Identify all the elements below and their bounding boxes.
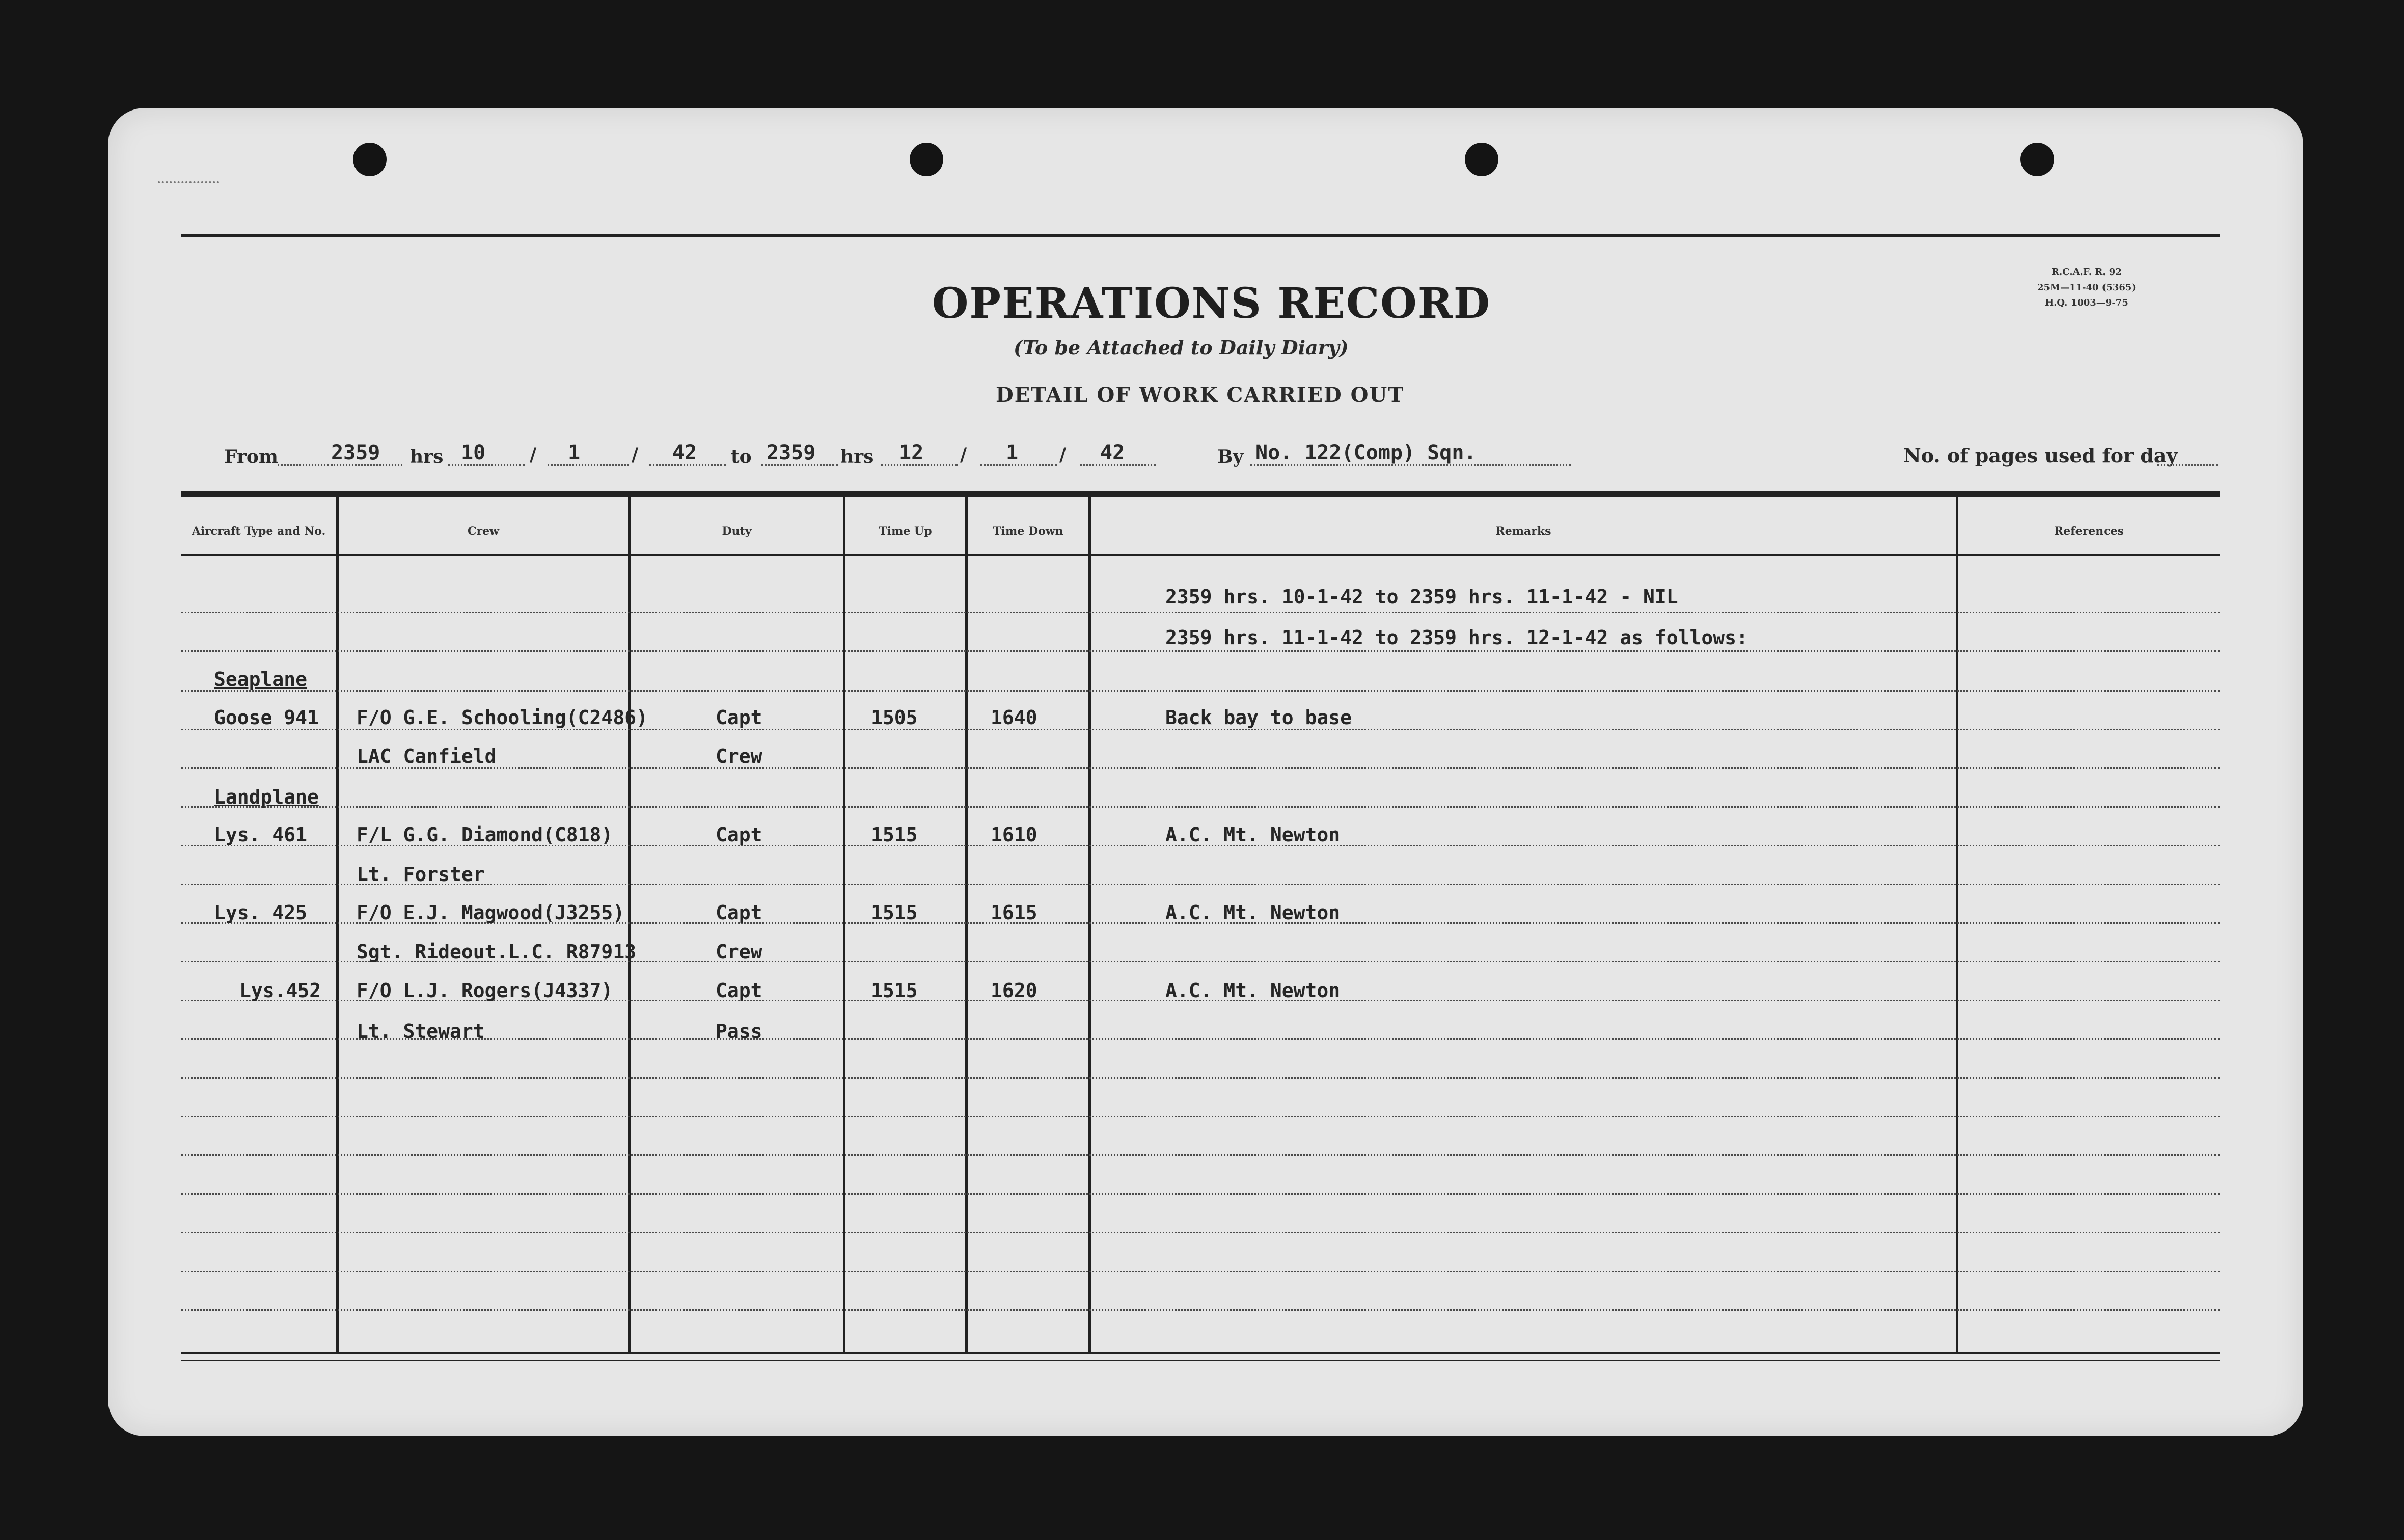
row-line [181,1232,2220,1233]
punch-hole [1465,143,1498,176]
row-line [181,650,2220,652]
from-day: 10 [461,441,486,464]
duty-cell: Pass [716,1020,762,1042]
slash: / [960,444,967,465]
column-divider [628,497,631,1353]
detail-heading: DETAIL OF WORK CARRIED OUT [996,383,1405,407]
pencil-mark [158,181,219,185]
by-label: By [1217,446,1244,468]
crew-cell: Lt. Stewart [357,1020,485,1042]
duty-cell: Crew [716,745,762,767]
row-line [181,767,2220,769]
duty-cell: Crew [716,941,762,963]
form-title: OPERATIONS RECORD [932,279,1491,328]
slash: / [1059,444,1067,465]
duty-cell: Capt [716,706,762,729]
crew-cell: LAC Canfield [357,745,497,767]
fill-dots [331,464,402,466]
time-up-cell: 1515 [871,823,918,846]
crew-cell: F/L G.G. Diamond(C818) [357,823,613,846]
form-number-line: H.Q. 1003—9-75 [2045,297,2128,308]
column-header-time-up: Time Up [879,525,932,538]
hrs-label: hrs [410,446,444,468]
time-down-cell: 1620 [991,979,1037,1002]
time-down-cell: 1640 [991,706,1037,729]
hrs-label: hrs [840,446,874,468]
column-header-crew: Crew [467,525,500,538]
crew-cell: Lt. Forster [357,863,485,886]
aircraft-cell: Lys. 425 [214,901,308,924]
remark-following-period: 2359 hrs. 11-1-42 to 2359 hrs. 12-1-42 as follows: [1165,626,1748,649]
from-year: 42 [672,441,697,464]
fill-dots [548,464,629,466]
table-top-rule [181,491,2220,497]
to-time: 2359 [767,441,816,464]
row-line [181,1193,2220,1195]
row-line [181,690,2220,692]
pages-label: No. of pages used for day [1903,444,2178,467]
fill-dots [2157,464,2218,466]
row-line [181,1309,2220,1311]
duty-cell: Capt [716,823,762,846]
row-line [181,1077,2220,1079]
remark-nil-period: 2359 hrs. 10-1-42 to 2359 hrs. 11-1-42 - NIL [1165,586,1678,608]
column-divider [1956,497,1958,1353]
row-line [181,884,2220,885]
fill-dots [649,464,726,466]
crew-cell: F/O G.E. Schooling(C2486) [357,706,648,729]
aircraft-cell: Goose 941 [214,706,319,729]
row-line [181,1271,2220,1272]
column-header-aircraft: Aircraft Type and No. [192,525,326,538]
column-divider [1088,497,1091,1353]
row-line [181,806,2220,808]
slash: / [632,444,639,465]
aircraft-cell: Lys.452 [239,979,321,1002]
from-label: From [224,446,278,468]
punch-hole [2020,143,2054,176]
column-divider [965,497,968,1353]
time-down-cell: 1615 [991,901,1037,924]
fill-dots [980,464,1057,466]
squadron-value: No. 122(Comp) Sqn. [1255,441,1477,464]
to-day: 12 [899,441,924,464]
row-line [181,1038,2220,1040]
form-number [2037,265,2136,311]
to-year: 42 [1100,441,1125,464]
time-down-cell: 1610 [991,823,1037,846]
crew-cell: Sgt. Rideout.L.C. R87913 [357,941,637,963]
crew-cell: F/O L.J. Rogers(J4337) [357,979,613,1002]
column-header-duty: Duty [722,525,752,538]
fill-dots [448,464,525,466]
duty-cell: Capt [716,979,762,1002]
time-up-cell: 1515 [871,901,918,924]
column-header-remarks: Remarks [1495,525,1551,538]
aircraft-cell: Lys. 461 [214,823,308,846]
table-bottom-rule [181,1352,2220,1354]
row-line [181,612,2220,613]
section-heading-seaplane: Seaplane [214,668,308,691]
remarks-cell: A.C. Mt. Newton [1165,979,1341,1002]
table-bottom-rule [181,1360,2220,1361]
from-month: 1 [568,441,581,464]
to-month: 1 [1006,441,1019,464]
duty-cell: Capt [716,901,762,924]
form-subtitle: (To be Attached to Daily Diary) [1014,336,1349,359]
row-line [181,729,2220,730]
from-time: 2359 [331,441,380,464]
punch-hole [910,143,943,176]
fill-dots [278,464,329,466]
column-header-references: References [2054,525,2124,538]
row-line [181,1116,2220,1117]
column-divider [843,497,845,1353]
section-heading-landplane: Landplane [214,786,319,808]
header-bottom-rule [181,554,2220,556]
fill-dots [761,464,838,466]
fill-dots [1080,464,1156,466]
form-number-line: 25M—11-40 (5365) [2037,282,2136,293]
form-number-line: R.C.A.F. R. 92 [2052,267,2122,278]
fill-dots [881,464,958,466]
slash: / [530,444,537,465]
top-rule [181,234,2220,237]
to-label: to [731,446,752,468]
crew-cell: F/O E.J. Magwood(J3255) [357,901,625,924]
punch-hole [353,143,387,176]
remarks-cell: A.C. Mt. Newton [1165,823,1341,846]
fill-dots [1250,464,1571,466]
column-divider [336,497,339,1353]
column-header-time-down: Time Down [993,525,1063,538]
remarks-cell: A.C. Mt. Newton [1165,901,1341,924]
row-line [181,1154,2220,1156]
remarks-cell: Back bay to base [1165,706,1352,729]
time-up-cell: 1515 [871,979,918,1002]
time-up-cell: 1505 [871,706,918,729]
